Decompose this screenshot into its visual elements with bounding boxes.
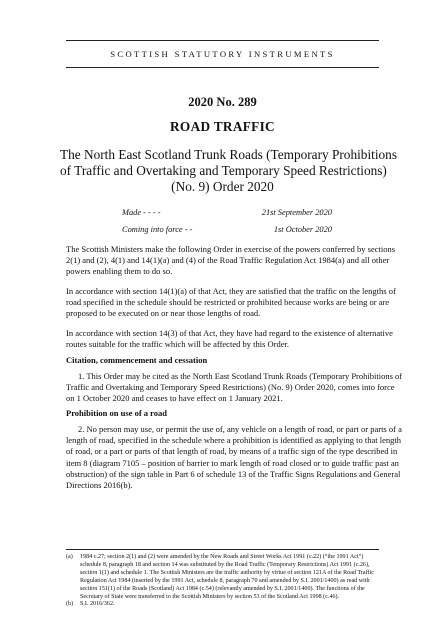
section-14-1-paragraph [66,286,396,320]
footnote-line: Secretary of State were transferred to the Scottish Ministers by section 53 of the Scotland Act 1998 (c.46). [80,593,340,600]
text-line: of road, or a part or parts of that length of road, by means of a traffic sign of the type described in [66,446,398,457]
title-line: of Traffic and Overtaking and Temporary Speed Restrictions) [60,163,387,178]
made-date: 21st September 2020 [261,208,332,217]
title-line: (No. 9) Order 2020 [171,179,274,194]
text-line: on 1 October 2020 and ceases to have effect on 1 January 2021. [66,393,283,404]
instrument-number: 2020 No. 289 [188,95,257,109]
title-line: The North East Scotland Trunk Roads (Temporary Prohibitions [60,147,398,162]
made-label: Made - - - - [122,208,161,217]
text-line: The Scottish Ministers make the following Order in exercise of the powers conferred by sections [66,244,396,254]
footnote-mark: (b) [66,601,74,608]
series-rule [66,67,379,68]
footnote-line: 1984 c.27; section 2(1) and (2) were amended by the New Roads and Street Works Act 1991 (c.22) (“the 1991 Act”) [80,554,364,560]
text-line: 2. No person may use, or permit the use of, any vehicle on a length of road, or part or parts of a [78,424,402,434]
text-line: In accordance with section 14(1)(a) of that Act, they are satisfied that the traffic on the lengths of [66,286,396,296]
coming-into-force-date: 1st October 2020 [273,225,332,234]
section-14-3-paragraph [66,328,393,350]
article-2-paragraph [66,424,402,491]
coming-into-force-row [122,225,332,242]
text-line: Traffic and Overtaking and Temporary Speed Restrictions) (No. 9) Order 2020, comes into force [66,382,395,393]
footnote-mark: (a) [66,554,73,560]
text-line: powers enabling them to do so. [66,266,173,277]
footnote-b [66,601,391,609]
coming-into-force-label: Coming into force - - [122,225,193,234]
text-line: obstruction) of the sign table in Part 6 of schedule 13 of the Traffic Signs Regulations and General [66,468,401,479]
article-1-paragraph [66,371,403,405]
footnote-line: section 1(1) and schedule 1. The Scottish Ministers are the traffic authority by virtue of section 121A of the Road Traffic [80,569,374,576]
footnote-a [66,554,391,601]
subject-heading: ROAD TRAFFIC [170,119,275,134]
text-line: Directions 2016(b). [66,480,133,491]
text-line: 2(1) and (2), 4(1) and 14(1)(a) and (4) of the Road Traffic Regulation Act 1984(a) and all other [66,255,390,266]
text-line: length of road, specified in the schedule where a prohibition is identified as applying to that length [66,435,401,446]
prohibition-heading: Prohibition on use of a road [66,408,167,418]
text-line: road specified in the schedule should be restricted or prohibited because works are being or are [66,297,390,308]
footnotes [66,554,391,609]
footnote-line: Regulation Act 1984 (inserted by the 1991 Act, schedule 8, paragraph 70 and amended by S.I. 2001/1400) as read with [80,577,370,584]
text-line: proposed to be executed on or near those lengths of road. [66,308,261,319]
citation-heading: Citation, commencement and cessation [66,355,208,365]
footnote-line: S.I. 2016/362. [80,601,115,608]
text-line: item 8 (diagram 7105 – position of barrier to mark length of road closed or to guide traffic past an [66,457,399,468]
text-line: In accordance with section 14(3) of that Act, they have had regard to the existence of alternative [66,328,393,338]
preamble-paragraph [66,244,396,278]
text-line: 1. This Order may be cited as the North East Scotland Trunk Roads (Temporary Prohibitions of [78,371,403,381]
footnote-rule [66,549,379,550]
made-date-row [122,208,332,225]
text-line: routes suitable for the traffic which will be affected by this Order. [66,339,289,350]
footnote-line: section 151(1) of the Roads (Scotland) Act 1984 (c.54) (relevantly amended by S.I. 2001/1400). The functions of the [80,585,365,592]
series-heading: SCOTTISH STATUTORY INSTRUMENTS [110,49,335,59]
footnote-line: schedule 8, paragraph 18 and section 14 was substituted by the Road Traffic (Temporary Restrictions) Act 1991 (c.26), [80,561,370,568]
order-title [60,147,398,195]
top-rule [66,40,379,41]
dates-block [122,208,332,242]
